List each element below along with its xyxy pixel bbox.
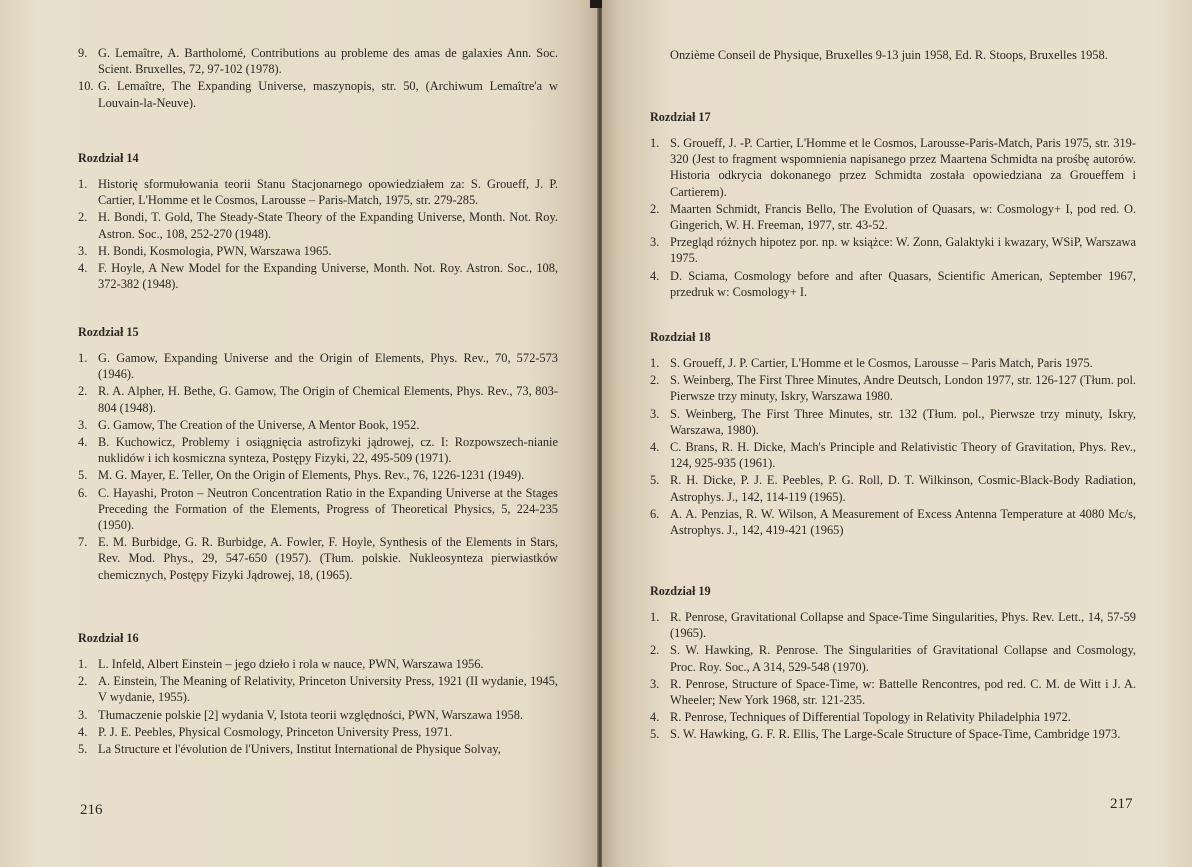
reference-text: R. Penrose, Gravitational Collapse and Space-Time Singularities, Phys. Rev. Lett., 14, 57-59 (1965). [670,610,1136,641]
reference-text: S. W. Hawking, G. F. R. Ellis, The Large-Scale Structure of Space-Time, Cambridge 1973. [670,727,1121,742]
reference-entry [78,209,558,241]
reference-entry [650,676,1136,708]
reference-text: G. Lemaître, The Expanding Universe, maszynopis, str. 50, (Archiwum Lemaître'a w Louvain-la-Neuve). [98,79,558,110]
reference-entry [78,656,558,672]
reference-text: G. Gamow, Expanding Universe and the Origin of Elements, Phys. Rev., 70, 572-573 (1946). [98,351,558,382]
reference-number: 6. [78,485,88,500]
chapter-15-references [78,350,558,584]
reference-entry [78,724,558,740]
reference-text: A. Einstein, The Meaning of Relativity, Princeton University Press, 1921 (II wydanie, 1945, V wydanie, 1955). [98,674,558,705]
chapter-14-references [78,176,558,293]
chapter-heading-15: Rozdział 15 [78,325,139,339]
reference-continuation-text: Onzième Conseil de Physique, Bruxelles 9-13 juin 1958, Ed. R. Stoops, Bruxelles 1958. [670,48,1108,62]
chapter-heading-18: Rozdział 18 [650,330,711,344]
left-top-references [78,45,558,112]
reference-text: H. Bondi, T. Gold, The Steady-State Theory of the Expanding Universe, Month. Not. Roy. Astron. Soc., 108, 252-270 (1948). [98,210,558,241]
reference-text: R. A. Alpher, H. Bethe, G. Gamow, The Origin of Chemical Elements, Phys. Rev., 73, 803-804 (1948). [98,384,558,415]
reference-number: 3. [78,243,88,258]
reference-entry [78,467,558,483]
reference-entry [650,642,1136,674]
reference-entry [650,268,1136,300]
reference-number: 5. [650,473,660,488]
reference-text: H. Bondi, Kosmologia, PWN, Warszawa 1965. [98,243,332,258]
reference-entry [78,434,558,466]
reference-text: A. A. Penzias, R. W. Wilson, A Measurement of Excess Antenna Temperature at 4080 Mc/s, Astrophys. J., 142, 419-421 (1965) [670,506,1136,538]
reference-text: M. G. Mayer, E. Teller, On the Origin of Elements, Phys. Rev., 76, 1226-1231 (1949). [98,468,525,483]
reference-entry [78,741,558,757]
reference-number: 2. [650,643,660,658]
reference-text: R. Penrose, Structure of Space-Time, w: Battelle Rencontres, pod red. C. M. de Witt i J. A. Wheeler; New York 1968, str. 121-235. [670,676,1136,708]
reference-entry [78,260,558,292]
reference-number: 4. [650,440,660,455]
reference-entry [650,472,1136,504]
reference-number: 5. [650,727,660,742]
reference-number: 4. [650,710,660,725]
reference-text: D. Sciama, Cosmology before and after Quasars, Scientific American, September 1967, przedruk w: Cosmology+ I. [670,268,1136,299]
reference-number: 3. [650,676,660,691]
chapter-heading-19: Rozdział 19 [650,584,711,598]
reference-entry [650,234,1136,266]
reference-number: 4. [650,268,660,283]
reference-entry [78,534,558,583]
reference-number: 4. [78,261,88,276]
chapter-17-references [650,135,1136,301]
reference-number: 3. [650,406,660,421]
reference-number: 1. [78,351,88,365]
reference-entry [78,673,558,705]
reference-number: 2. [78,674,88,689]
reference-number: 6. [650,506,660,521]
reference-entry [78,78,558,110]
reference-number: 2. [78,384,88,399]
reference-number: 1. [650,356,660,370]
reference-entry [650,726,1136,742]
reference-number: 1. [78,657,88,671]
reference-number: 1. [78,177,88,191]
reference-entry [78,243,558,259]
reference-entry [78,350,558,382]
reference-text: Historię sformułowania teorii Stanu Stacjonarnego opowiedziałem za: S. Groueff, J. P. Cartier, L'Homme et le Cosmos, Larousse – Paris-Match, 1975, str. 279-285. [98,177,558,208]
reference-entry [78,417,558,433]
reference-entry [650,372,1136,404]
reference-entry [650,709,1136,725]
reference-number: 10. [78,79,94,94]
reference-entry [78,707,558,723]
chapter-19-references [650,609,1136,744]
reference-text: R. Penrose, Techniques of Differential Topology in Relativity Philadelphia 1972. [670,710,1071,725]
reference-entry [78,485,558,534]
reference-text: S. W. Hawking, R. Penrose. The Singularities of Gravitational Collapse and Cosmology, Proc. Roy. Soc., A 314, 529-548 (1970). [670,643,1136,674]
chapter-18-references [650,355,1136,539]
reference-text: E. M. Burbidge, G. R. Burbidge, A. Fowler, F. Hoyle, Synthesis of the Elements in Stars, Rev. Mod. Phys., 29, 547-650 (1957). (Tłum. polskie. Nukleosynteza pierwiastków chemicznych, Postępy Fizyki Jądrowej, 18, (1965). [98,535,558,582]
reference-text: P. J. E. Peebles, Physical Cosmology, Princeton University Press, 1971. [98,724,453,739]
reference-text: R. H. Dicke, P. J. E. Peebles, P. G. Roll, D. T. Wilkinson, Cosmic-Black-Body Radiation, Astrophys. J., 142, 114-119 (1965). [670,473,1136,504]
reference-number: 7. [78,535,88,550]
reference-number: 1. [650,610,660,624]
reference-number: 5. [78,468,88,483]
reference-number: 3. [650,235,660,250]
reference-number: 5. [78,742,88,757]
reference-text: Tłumaczenie polskie [2] wydania V, Istota teorii względności, PWN, Warszawa 1958. [98,707,523,722]
reference-text: S. Weinberg, The First Three Minutes, Andre Deutsch, London 1977, str. 126-127 (Tłum. pol. Pierwsze trzy minuty, Iskry, Warszawa 1980. [670,373,1136,404]
reference-number: 3. [78,417,88,432]
reference-text: S. Weinberg, The First Three Minutes, str. 132 (Tłum. pol., Pierwsze trzy minuty, Iskry, Warszawa, 1980). [670,406,1136,437]
page-number-left: 216 [80,802,103,818]
reference-number: 2. [78,210,88,225]
page-number-right: 217 [1110,796,1133,812]
reference-entry [650,609,1136,641]
reference-entry [78,176,558,208]
reference-text: Przegląd różnych hipotez por. np. w książce: W. Zonn, Galaktyki i kwazary, WSiP, Warszawa 1975. [670,235,1136,266]
reference-entry [78,383,558,415]
reference-text: G. Gamow, The Creation of the Universe, A Mentor Book, 1952. [98,417,420,432]
reference-text: Maarten Schmidt, Francis Bello, The Evolution of Quasars, w: Cosmology+ I, pod red. O. Gingerich, W. H. Freeman, 1977, str. 43-52. [670,201,1136,233]
chapter-heading-14: Rozdział 14 [78,151,139,165]
reference-text: S. Groueff, J. -P. Cartier, L'Homme et le Cosmos, Larousse-Paris-Match, Paris 1975, str. 319-320 (Jest to fragment wspomnienia napisanego przez Maartena Schmidta na prośbę autorów. Historia odkrycia dokonanego przez Schmidta została opowiedziana za Groueffem i Cartierem). [670,136,1136,199]
reference-text: S. Groueff, J. P. Cartier, L'Homme et le Cosmos, Larousse – Paris Match, Paris 1975. [670,356,1093,370]
reference-number: 4. [78,724,88,739]
reference-text: G. Lemaître, A. Bartholomé, Contributions au probleme des amas de galaxies Ann. Soc. Scient. Bruxelles, 72, 97-102 (1978). [98,46,558,77]
reference-entry [650,355,1136,371]
reference-entry [78,45,558,77]
reference-text: L. Infeld, Albert Einstein – jego dzieło i rola w nauce, PWN, Warszawa 1956. [98,657,484,671]
reference-number: 9. [78,46,88,60]
chapter-16-references [78,656,558,758]
reference-entry [650,201,1136,233]
right-page [602,0,1192,867]
right-continuation [650,47,1136,63]
chapter-heading-16: Rozdział 16 [78,631,139,645]
reference-number: 2. [650,201,660,216]
reference-number: 1. [650,136,660,150]
reference-entry [650,135,1136,200]
reference-entry [650,506,1136,538]
reference-number: 4. [78,435,88,450]
reference-text: F. Hoyle, A New Model for the Expanding Universe, Month. Not. Roy. Astron. Soc., 108, 372-382 (1948). [98,261,558,292]
reference-text: La Structure et l'évolution de l'Univers, Institut International de Physique Solvay, [98,742,501,757]
reference-entry [650,406,1136,438]
reference-number: 3. [78,707,88,722]
reference-entry [650,439,1136,471]
reference-number: 2. [650,373,660,388]
reference-text: C. Hayashi, Proton – Neutron Concentration Ratio in the Expanding Universe at the Stages Preceding the Formation of the Elements, Progress of Theoretical Physics, 5, 224-235 (1950). [98,485,558,533]
chapter-heading-17: Rozdział 17 [650,110,711,124]
reference-text: C. Brans, R. H. Dicke, Mach's Principle and Relativistic Theory of Gravitation, Phys. Rev., 124, 925-935 (1961). [670,440,1136,471]
reference-text: B. Kuchowicz, Problemy i osiągnięcia astrofizyki jądrowej, cz. I: Rozpowszech-nianie nuklidów i ich kosmiczna synteza, Postępy Fizyki, 22, 495-509 (1971). [98,435,558,466]
